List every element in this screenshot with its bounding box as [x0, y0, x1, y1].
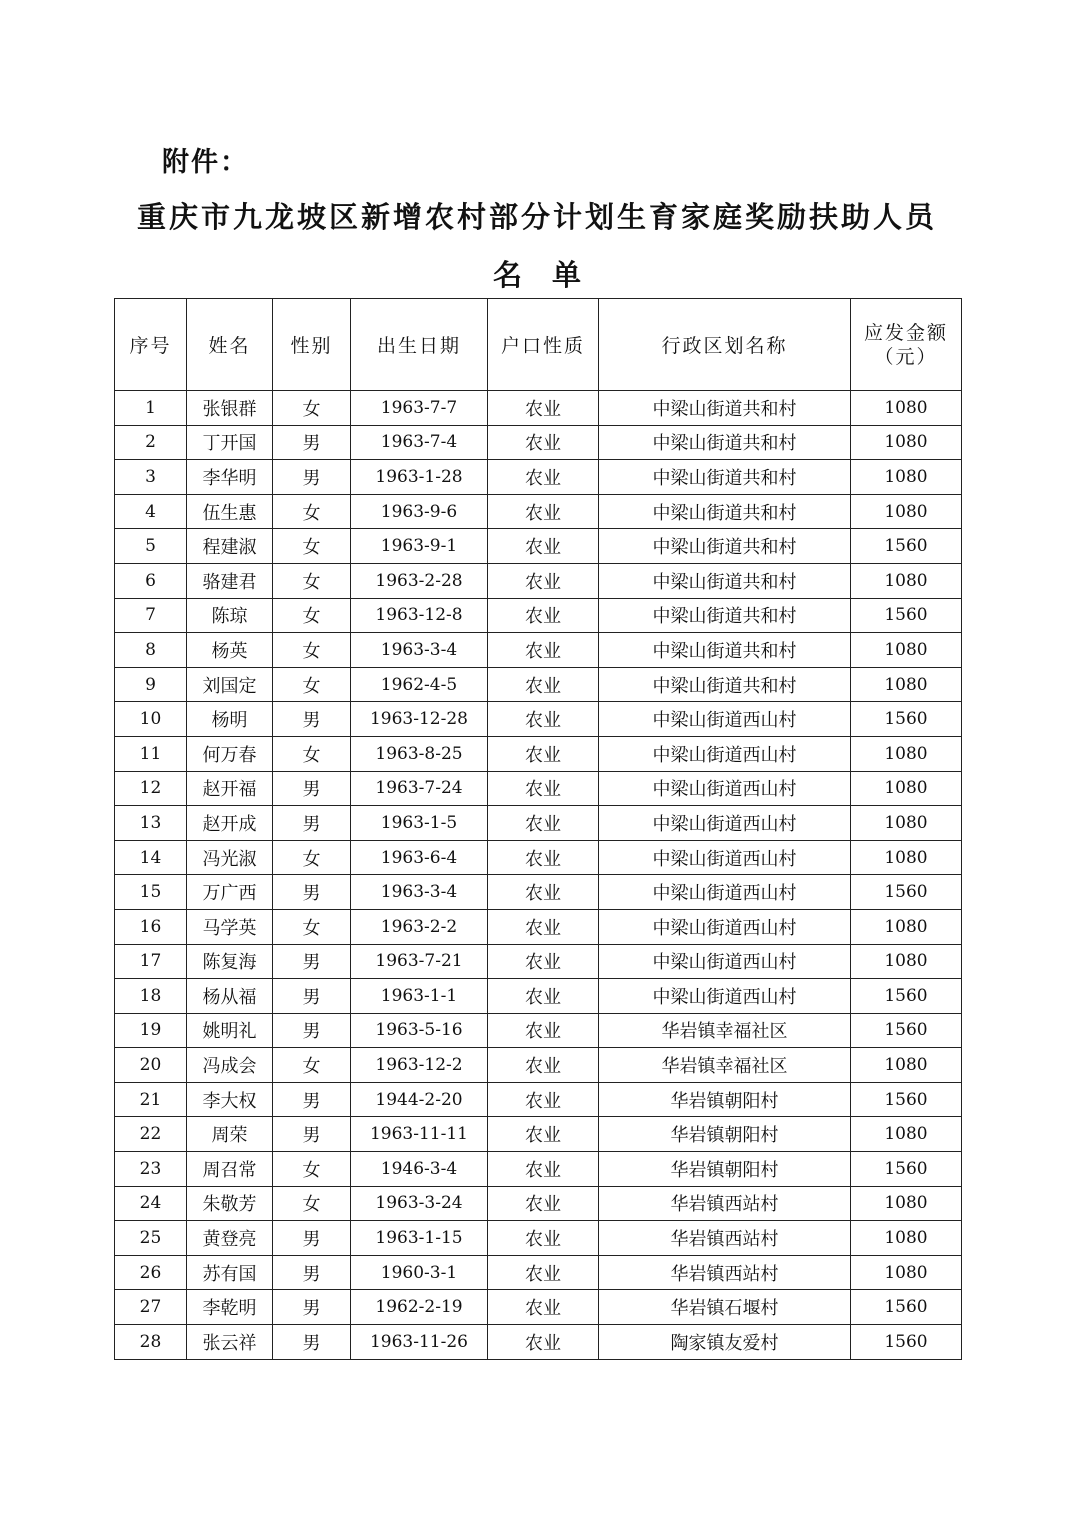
cell-amount: 1080	[851, 425, 962, 460]
cell-birth-date: 1963-1-5	[351, 806, 488, 841]
cell-name: 冯光淑	[187, 840, 273, 875]
cell-hukou-type: 农业	[488, 633, 599, 668]
cell-gender: 男	[273, 875, 351, 910]
table-header-row	[115, 299, 962, 391]
cell-amount: 1560	[851, 1152, 962, 1187]
cell-gender: 男	[273, 425, 351, 460]
cell-name: 刘国定	[187, 667, 273, 702]
cell-seq: 15	[115, 875, 187, 910]
cell-name: 丁开国	[187, 425, 273, 460]
cell-hukou-type: 农业	[488, 1152, 599, 1187]
cell-amount: 1080	[851, 1117, 962, 1152]
cell-seq: 25	[115, 1221, 187, 1256]
cell-name: 陈琼	[187, 598, 273, 633]
cell-amount: 1080	[851, 806, 962, 841]
cell-name: 杨从福	[187, 979, 273, 1014]
cell-amount: 1080	[851, 944, 962, 979]
cell-hukou-type: 农业	[488, 1082, 599, 1117]
cell-birth-date: 1963-12-8	[351, 598, 488, 633]
document-title: 重庆市九龙坡区新增农村部分计划生育家庭奖励扶助人员	[136, 200, 937, 234]
cell-amount: 1080	[851, 909, 962, 944]
cell-seq: 13	[115, 806, 187, 841]
cell-amount: 1080	[851, 771, 962, 806]
cell-hukou-type: 农业	[488, 944, 599, 979]
cell-gender: 女	[273, 1152, 351, 1187]
table-row	[115, 979, 962, 1014]
cell-seq: 9	[115, 667, 187, 702]
cell-seq: 8	[115, 633, 187, 668]
cell-hukou-type: 农业	[488, 1048, 599, 1083]
cell-amount: 1080	[851, 633, 962, 668]
cell-hukou-type: 农业	[488, 702, 599, 737]
cell-amount: 1560	[851, 979, 962, 1014]
table-row	[115, 1221, 962, 1256]
cell-amount: 1080	[851, 494, 962, 529]
table-row	[115, 391, 962, 426]
cell-gender: 男	[273, 944, 351, 979]
cell-region: 中梁山街道共和村	[599, 494, 851, 529]
cell-seq: 24	[115, 1186, 187, 1221]
cell-birth-date: 1946-3-4	[351, 1152, 488, 1187]
cell-hukou-type: 农业	[488, 736, 599, 771]
cell-amount: 1080	[851, 1186, 962, 1221]
cell-amount: 1080	[851, 667, 962, 702]
cell-region: 华岩镇西站村	[599, 1186, 851, 1221]
cell-amount: 1560	[851, 1325, 962, 1360]
cell-region: 中梁山街道共和村	[599, 667, 851, 702]
header-region: 行政区划名称	[599, 299, 851, 391]
table-row	[115, 806, 962, 841]
cell-region: 中梁山街道西山村	[599, 806, 851, 841]
header-amount-line2: （元）	[874, 345, 938, 368]
cell-name: 冯成会	[187, 1048, 273, 1083]
cell-seq: 14	[115, 840, 187, 875]
table-row	[115, 1186, 962, 1221]
cell-hukou-type: 农业	[488, 875, 599, 910]
cell-hukou-type: 农业	[488, 1186, 599, 1221]
cell-amount: 1080	[851, 736, 962, 771]
cell-seq: 19	[115, 1013, 187, 1048]
cell-amount: 1080	[851, 1255, 962, 1290]
cell-birth-date: 1963-1-15	[351, 1221, 488, 1256]
cell-seq: 2	[115, 425, 187, 460]
cell-name: 苏有国	[187, 1255, 273, 1290]
beneficiary-table	[114, 298, 962, 1360]
cell-name: 李华明	[187, 460, 273, 495]
cell-gender: 男	[273, 1117, 351, 1152]
cell-seq: 20	[115, 1048, 187, 1083]
cell-seq: 4	[115, 494, 187, 529]
header-name: 姓名	[187, 299, 273, 391]
table-row	[115, 529, 962, 564]
table-row	[115, 1013, 962, 1048]
cell-birth-date: 1963-7-4	[351, 425, 488, 460]
cell-gender: 女	[273, 391, 351, 426]
cell-gender: 女	[273, 1186, 351, 1221]
cell-region: 中梁山街道共和村	[599, 460, 851, 495]
cell-name: 赵开成	[187, 806, 273, 841]
table-row	[115, 667, 962, 702]
cell-birth-date: 1963-3-4	[351, 633, 488, 668]
cell-birth-date: 1963-12-28	[351, 702, 488, 737]
table-row	[115, 460, 962, 495]
cell-seq: 18	[115, 979, 187, 1014]
cell-hukou-type: 农业	[488, 425, 599, 460]
cell-region: 中梁山街道共和村	[599, 633, 851, 668]
header-hukou-type: 户口性质	[488, 299, 599, 391]
cell-hukou-type: 农业	[488, 1325, 599, 1360]
table-row	[115, 1325, 962, 1360]
header-seq: 序号	[115, 299, 187, 391]
cell-region: 陶家镇友爱村	[599, 1325, 851, 1360]
cell-gender: 男	[273, 460, 351, 495]
cell-birth-date: 1962-2-19	[351, 1290, 488, 1325]
cell-hukou-type: 农业	[488, 391, 599, 426]
cell-hukou-type: 农业	[488, 1221, 599, 1256]
table-row	[115, 736, 962, 771]
cell-hukou-type: 农业	[488, 840, 599, 875]
cell-name: 程建淑	[187, 529, 273, 564]
cell-name: 万广西	[187, 875, 273, 910]
table-row	[115, 494, 962, 529]
cell-gender: 女	[273, 1048, 351, 1083]
cell-birth-date: 1944-2-20	[351, 1082, 488, 1117]
cell-gender: 女	[273, 563, 351, 598]
cell-amount: 1080	[851, 1048, 962, 1083]
cell-name: 赵开福	[187, 771, 273, 806]
cell-hukou-type: 农业	[488, 598, 599, 633]
cell-seq: 11	[115, 736, 187, 771]
cell-hukou-type: 农业	[488, 979, 599, 1014]
cell-region: 华岩镇朝阳村	[599, 1152, 851, 1187]
cell-seq: 3	[115, 460, 187, 495]
cell-hukou-type: 农业	[488, 909, 599, 944]
cell-name: 李乾明	[187, 1290, 273, 1325]
table-row	[115, 944, 962, 979]
cell-seq: 16	[115, 909, 187, 944]
cell-name: 姚明礼	[187, 1013, 273, 1048]
cell-region: 中梁山街道西山村	[599, 909, 851, 944]
cell-region: 中梁山街道西山村	[599, 944, 851, 979]
cell-amount: 1560	[851, 1082, 962, 1117]
cell-seq: 21	[115, 1082, 187, 1117]
cell-birth-date: 1963-1-28	[351, 460, 488, 495]
cell-hukou-type: 农业	[488, 563, 599, 598]
cell-name: 黄登亮	[187, 1221, 273, 1256]
cell-gender: 女	[273, 598, 351, 633]
header-gender: 性别	[273, 299, 351, 391]
cell-name: 何万春	[187, 736, 273, 771]
cell-gender: 男	[273, 1325, 351, 1360]
cell-birth-date: 1963-7-24	[351, 771, 488, 806]
cell-birth-date: 1963-8-25	[351, 736, 488, 771]
cell-birth-date: 1963-11-26	[351, 1325, 488, 1360]
cell-gender: 女	[273, 667, 351, 702]
cell-region: 华岩镇西站村	[599, 1221, 851, 1256]
cell-gender: 男	[273, 1221, 351, 1256]
cell-gender: 男	[273, 771, 351, 806]
cell-birth-date: 1963-9-6	[351, 494, 488, 529]
cell-region: 中梁山街道共和村	[599, 391, 851, 426]
cell-gender: 女	[273, 633, 351, 668]
cell-hukou-type: 农业	[488, 494, 599, 529]
cell-name: 周荣	[187, 1117, 273, 1152]
cell-region: 中梁山街道西山村	[599, 771, 851, 806]
cell-region: 中梁山街道西山村	[599, 840, 851, 875]
cell-gender: 男	[273, 1255, 351, 1290]
cell-amount: 1560	[851, 598, 962, 633]
cell-hukou-type: 农业	[488, 771, 599, 806]
table-row	[115, 771, 962, 806]
cell-name: 周召常	[187, 1152, 273, 1187]
table-row	[115, 1048, 962, 1083]
cell-gender: 男	[273, 1290, 351, 1325]
cell-name: 陈复海	[187, 944, 273, 979]
cell-name: 马学英	[187, 909, 273, 944]
cell-amount: 1080	[851, 460, 962, 495]
cell-region: 华岩镇幸福社区	[599, 1013, 851, 1048]
attachment-label: 附件：	[162, 147, 249, 178]
cell-region: 华岩镇石堰村	[599, 1290, 851, 1325]
cell-amount: 1560	[851, 1290, 962, 1325]
cell-birth-date: 1963-9-1	[351, 529, 488, 564]
cell-birth-date: 1963-1-1	[351, 979, 488, 1014]
cell-name: 张云祥	[187, 1325, 273, 1360]
cell-seq: 12	[115, 771, 187, 806]
cell-region: 中梁山街道共和村	[599, 529, 851, 564]
table-row	[115, 1082, 962, 1117]
table-row	[115, 1152, 962, 1187]
cell-hukou-type: 农业	[488, 1290, 599, 1325]
table-row	[115, 633, 962, 668]
cell-name: 李大权	[187, 1082, 273, 1117]
cell-hukou-type: 农业	[488, 667, 599, 702]
cell-region: 中梁山街道西山村	[599, 736, 851, 771]
cell-amount: 1080	[851, 391, 962, 426]
cell-name: 杨英	[187, 633, 273, 668]
header-amount	[851, 299, 962, 391]
cell-birth-date: 1963-2-28	[351, 563, 488, 598]
cell-seq: 26	[115, 1255, 187, 1290]
table-row	[115, 1255, 962, 1290]
cell-region: 中梁山街道共和村	[599, 598, 851, 633]
cell-hukou-type: 农业	[488, 1013, 599, 1048]
header-amount-line1: 应发金额	[863, 321, 948, 344]
cell-seq: 27	[115, 1290, 187, 1325]
cell-gender: 男	[273, 1013, 351, 1048]
cell-gender: 女	[273, 529, 351, 564]
header-birth-date: 出生日期	[351, 299, 488, 391]
cell-seq: 6	[115, 563, 187, 598]
table-row	[115, 840, 962, 875]
cell-birth-date: 1963-6-4	[351, 840, 488, 875]
cell-name: 杨明	[187, 702, 273, 737]
cell-region: 中梁山街道共和村	[599, 425, 851, 460]
cell-hukou-type: 农业	[488, 1255, 599, 1290]
cell-name: 张银群	[187, 391, 273, 426]
cell-region: 华岩镇西站村	[599, 1255, 851, 1290]
cell-gender: 男	[273, 979, 351, 1014]
cell-amount: 1080	[851, 1221, 962, 1256]
cell-birth-date: 1962-4-5	[351, 667, 488, 702]
table-row	[115, 1290, 962, 1325]
cell-amount: 1080	[851, 563, 962, 598]
cell-amount: 1560	[851, 1013, 962, 1048]
cell-birth-date: 1963-3-24	[351, 1186, 488, 1221]
table-row	[115, 909, 962, 944]
table-row	[115, 425, 962, 460]
cell-seq: 28	[115, 1325, 187, 1360]
cell-seq: 7	[115, 598, 187, 633]
cell-region: 华岩镇幸福社区	[599, 1048, 851, 1083]
table-row	[115, 1117, 962, 1152]
cell-birth-date: 1963-7-7	[351, 391, 488, 426]
cell-gender: 男	[273, 1082, 351, 1117]
table-row	[115, 598, 962, 633]
cell-gender: 女	[273, 494, 351, 529]
cell-gender: 男	[273, 806, 351, 841]
cell-birth-date: 1963-7-21	[351, 944, 488, 979]
cell-amount: 1560	[851, 702, 962, 737]
cell-region: 中梁山街道共和村	[599, 563, 851, 598]
cell-seq: 22	[115, 1117, 187, 1152]
cell-birth-date: 1963-11-11	[351, 1117, 488, 1152]
cell-region: 华岩镇朝阳村	[599, 1117, 851, 1152]
table-row	[115, 563, 962, 598]
cell-amount: 1560	[851, 529, 962, 564]
table-row	[115, 875, 962, 910]
cell-seq: 17	[115, 944, 187, 979]
cell-gender: 男	[273, 702, 351, 737]
cell-hukou-type: 农业	[488, 460, 599, 495]
cell-amount: 1080	[851, 840, 962, 875]
cell-birth-date: 1963-3-4	[351, 875, 488, 910]
table-row	[115, 702, 962, 737]
cell-seq: 5	[115, 529, 187, 564]
cell-birth-date: 1963-2-2	[351, 909, 488, 944]
cell-hukou-type: 农业	[488, 1117, 599, 1152]
cell-amount: 1560	[851, 875, 962, 910]
cell-seq: 23	[115, 1152, 187, 1187]
document-subtitle: 名单	[492, 258, 611, 292]
cell-gender: 女	[273, 840, 351, 875]
cell-region: 中梁山街道西山村	[599, 875, 851, 910]
cell-birth-date: 1963-12-2	[351, 1048, 488, 1083]
cell-seq: 10	[115, 702, 187, 737]
cell-birth-date: 1963-5-16	[351, 1013, 488, 1048]
cell-name: 朱敬芳	[187, 1186, 273, 1221]
table-body	[115, 391, 962, 1360]
cell-region: 中梁山街道西山村	[599, 979, 851, 1014]
cell-hukou-type: 农业	[488, 529, 599, 564]
cell-region: 中梁山街道西山村	[599, 702, 851, 737]
cell-name: 伍生惠	[187, 494, 273, 529]
cell-birth-date: 1960-3-1	[351, 1255, 488, 1290]
cell-hukou-type: 农业	[488, 806, 599, 841]
cell-gender: 女	[273, 909, 351, 944]
cell-region: 华岩镇朝阳村	[599, 1082, 851, 1117]
cell-name: 骆建君	[187, 563, 273, 598]
cell-seq: 1	[115, 391, 187, 426]
cell-gender: 女	[273, 736, 351, 771]
